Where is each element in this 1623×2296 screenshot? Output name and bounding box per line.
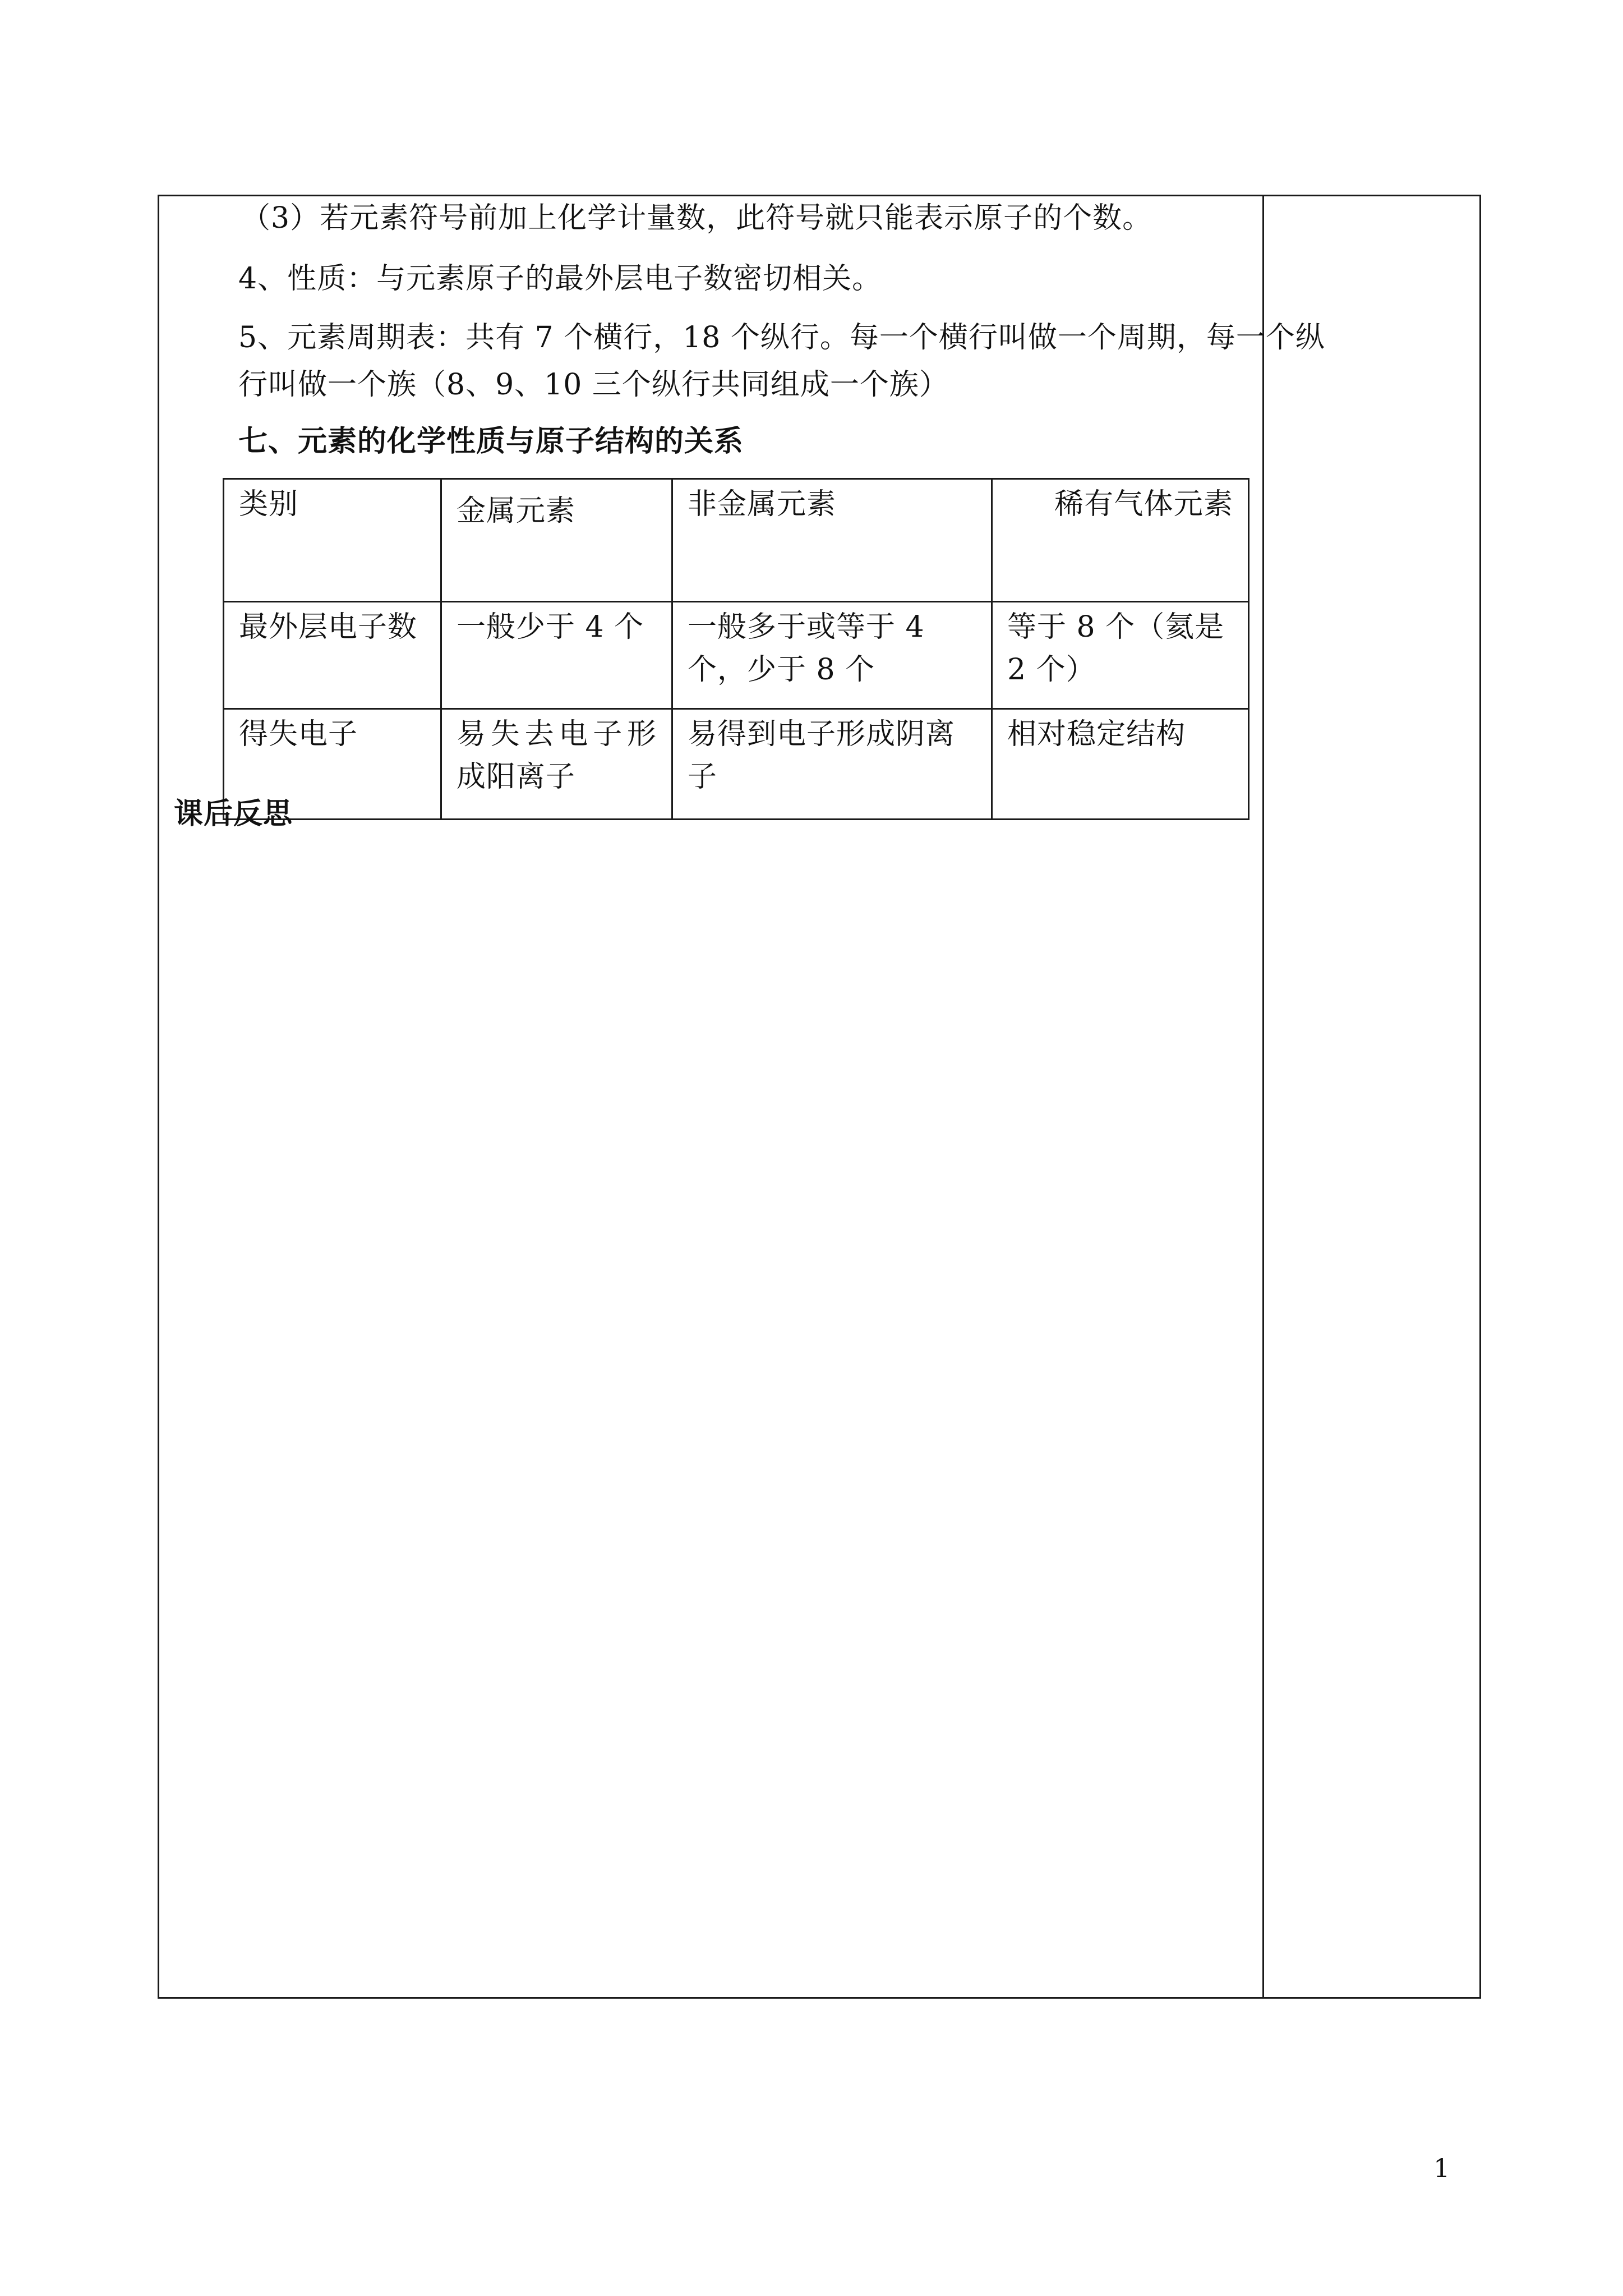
table-cell: 一般少于 4 个 [441, 602, 672, 709]
table-cell: 一般多于或等于 4 个，少于 8 个 [672, 602, 992, 709]
notes-column-divider [1262, 195, 1264, 1999]
table-row [224, 602, 1249, 709]
table-header-cell: 类别 [224, 479, 441, 602]
table-header-cell: 非金属元素 [672, 479, 992, 602]
table-header-cell: 金属元素 [441, 479, 672, 602]
text-line-4: 4、性质：与元素原子的最外层电子数密切相关。 [238, 262, 882, 296]
table-header-row [224, 479, 1249, 602]
section-heading: 七、元素的化学性质与原子结构的关系 [238, 424, 744, 458]
table-cell: 相对稳定结构 [992, 709, 1249, 820]
table-cell: 易失去电子形成阳离子 [441, 709, 672, 820]
text-line-3: （3）若元素符号前加上化学计量数，此符号就只能表示原子的个数。 [241, 201, 1152, 235]
table-cell: 易得到电子形成阴离子 [672, 709, 992, 820]
table-header-cell: 稀有气体元素 [992, 479, 1249, 602]
table-cell: 等于 8 个（氦是 2 个） [992, 602, 1249, 709]
reflection-heading: 课后反思 [174, 797, 293, 831]
table-row [224, 709, 1249, 820]
table-cell: 得失电子 [224, 709, 441, 820]
text-line-5: 5、元素周期表：共有 7 个横行，18 个纵行。每一个横行叫做一个周期，每一个纵行叫做一个族（8、9、10 三个纵行共同组成一个族） [238, 321, 1325, 402]
element-relation-table [223, 478, 1249, 820]
table-cell: 最外层电子数 [224, 602, 441, 709]
lesson-frame [158, 195, 1481, 1999]
page-number: 1 [1433, 2153, 1450, 2183]
